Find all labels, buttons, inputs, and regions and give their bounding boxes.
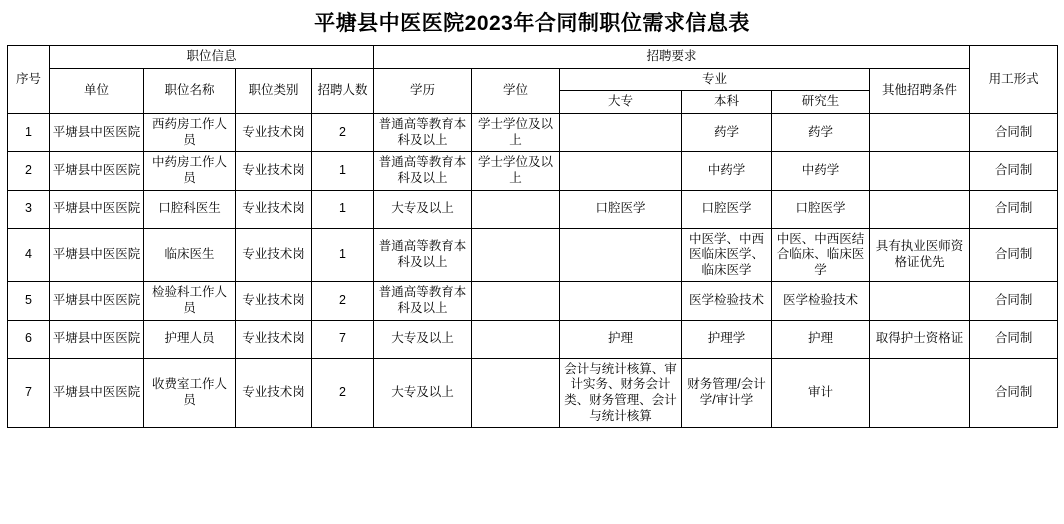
cell-other-conditions: [870, 152, 970, 190]
table-row: [8, 358, 1058, 428]
table-row: [8, 320, 1058, 358]
cell-education: 普通高等教育本科及以上: [374, 114, 472, 152]
header-employment-form: 用工形式: [970, 46, 1058, 114]
cell-headcount: 1: [312, 190, 374, 228]
header-job-name: 职位名称: [144, 68, 236, 113]
header-major-graduate: 研究生: [772, 91, 870, 114]
cell-headcount: 7: [312, 320, 374, 358]
cell-job-name: 临床医生: [144, 228, 236, 282]
table-row: [8, 152, 1058, 190]
cell-other-conditions: 具有执业医师资格证优先: [870, 228, 970, 282]
cell-major-college: 会计与统计核算、审计实务、财务会计类、财务管理、会计与统计核算: [560, 358, 682, 428]
cell-headcount: 1: [312, 228, 374, 282]
cell-job-type: 专业技术岗: [236, 114, 312, 152]
cell-employment-form: 合同制: [970, 282, 1058, 320]
cell-major-bachelor: 财务管理/会计学/审计学: [682, 358, 772, 428]
cell-education: 普通高等教育本科及以上: [374, 152, 472, 190]
cell-unit: 平塘县中医医院: [50, 320, 144, 358]
cell-education: 普通高等教育本科及以上: [374, 228, 472, 282]
cell-degree: [472, 358, 560, 428]
cell-other-conditions: 取得护士资格证: [870, 320, 970, 358]
cell-major-graduate: 审计: [772, 358, 870, 428]
header-group-position-info: 职位信息: [50, 46, 374, 69]
cell-other-conditions: [870, 114, 970, 152]
cell-other-conditions: [870, 190, 970, 228]
cell-degree: [472, 320, 560, 358]
header-unit: 单位: [50, 68, 144, 113]
cell-headcount: 1: [312, 152, 374, 190]
cell-job-name: 护理人员: [144, 320, 236, 358]
cell-unit: 平塘县中医医院: [50, 190, 144, 228]
cell-other-conditions: [870, 358, 970, 428]
cell-other-conditions: [870, 282, 970, 320]
cell-major-college: 护理: [560, 320, 682, 358]
cell-education: 普通高等教育本科及以上: [374, 282, 472, 320]
cell-unit: 平塘县中医医院: [50, 228, 144, 282]
table-header-row-1: [8, 46, 1058, 69]
cell-employment-form: 合同制: [970, 152, 1058, 190]
cell-employment-form: 合同制: [970, 114, 1058, 152]
cell-headcount: 2: [312, 114, 374, 152]
cell-unit: 平塘县中医医院: [50, 114, 144, 152]
table-row: [8, 114, 1058, 152]
cell-degree: [472, 282, 560, 320]
cell-major-graduate: 医学检验技术: [772, 282, 870, 320]
cell-job-type: 专业技术岗: [236, 358, 312, 428]
cell-degree: [472, 190, 560, 228]
cell-job-type: 专业技术岗: [236, 152, 312, 190]
header-major-bachelor: 本科: [682, 91, 772, 114]
cell-job-type: 专业技术岗: [236, 320, 312, 358]
cell-education: 大专及以上: [374, 358, 472, 428]
cell-seq: 7: [8, 358, 50, 428]
cell-major-college: 口腔医学: [560, 190, 682, 228]
table-row: [8, 228, 1058, 282]
cell-major-graduate: 护理: [772, 320, 870, 358]
cell-seq: 1: [8, 114, 50, 152]
cell-major-bachelor: 口腔医学: [682, 190, 772, 228]
cell-major-college: [560, 282, 682, 320]
cell-seq: 4: [8, 228, 50, 282]
cell-job-type: 专业技术岗: [236, 190, 312, 228]
cell-major-graduate: 中医、中西医结合临床、临床医学: [772, 228, 870, 282]
cell-headcount: 2: [312, 358, 374, 428]
cell-seq: 6: [8, 320, 50, 358]
cell-major-graduate: 口腔医学: [772, 190, 870, 228]
cell-major-graduate: 中药学: [772, 152, 870, 190]
cell-major-bachelor: 护理学: [682, 320, 772, 358]
cell-major-college: [560, 228, 682, 282]
cell-unit: 平塘县中医医院: [50, 282, 144, 320]
cell-job-name: 西药房工作人员: [144, 114, 236, 152]
cell-employment-form: 合同制: [970, 190, 1058, 228]
header-group-recruit-requirements: 招聘要求: [374, 46, 970, 69]
header-major-college: 大专: [560, 91, 682, 114]
cell-headcount: 2: [312, 282, 374, 320]
cell-degree: 学士学位及以上: [472, 114, 560, 152]
cell-employment-form: 合同制: [970, 320, 1058, 358]
cell-seq: 5: [8, 282, 50, 320]
table-header-row-2: [8, 68, 1058, 91]
header-other-conditions: 其他招聘条件: [870, 68, 970, 113]
header-education: 学历: [374, 68, 472, 113]
cell-major-bachelor: 医学检验技术: [682, 282, 772, 320]
cell-degree: 学士学位及以上: [472, 152, 560, 190]
cell-major-bachelor: 药学: [682, 114, 772, 152]
cell-job-name: 口腔科医生: [144, 190, 236, 228]
cell-major-graduate: 药学: [772, 114, 870, 152]
cell-employment-form: 合同制: [970, 358, 1058, 428]
cell-major-bachelor: 中药学: [682, 152, 772, 190]
cell-education: 大专及以上: [374, 320, 472, 358]
cell-seq: 2: [8, 152, 50, 190]
cell-job-name: 收费室工作人员: [144, 358, 236, 428]
cell-major-college: [560, 152, 682, 190]
cell-job-name: 检验科工作人员: [144, 282, 236, 320]
page-title: 平塘县中医医院2023年合同制职位需求信息表: [314, 12, 750, 35]
header-seq: 序号: [8, 46, 50, 114]
cell-education: 大专及以上: [374, 190, 472, 228]
cell-seq: 3: [8, 190, 50, 228]
header-degree: 学位: [472, 68, 560, 113]
cell-employment-form: 合同制: [970, 228, 1058, 282]
cell-major-college: [560, 114, 682, 152]
cell-major-bachelor: 中医学、中西医临床医学、临床医学: [682, 228, 772, 282]
table-row: [8, 282, 1058, 320]
table-row: [8, 190, 1058, 228]
cell-unit: 平塘县中医医院: [50, 358, 144, 428]
header-job-type: 职位类别: [236, 68, 312, 113]
header-major: 专业: [560, 68, 870, 91]
job-requirements-table: [7, 45, 1058, 428]
header-headcount: 招聘人数: [312, 68, 374, 113]
cell-job-type: 专业技术岗: [236, 228, 312, 282]
cell-job-name: 中药房工作人员: [144, 152, 236, 190]
cell-job-type: 专业技术岗: [236, 282, 312, 320]
cell-degree: [472, 228, 560, 282]
cell-unit: 平塘县中医医院: [50, 152, 144, 190]
table-body: [8, 114, 1058, 428]
